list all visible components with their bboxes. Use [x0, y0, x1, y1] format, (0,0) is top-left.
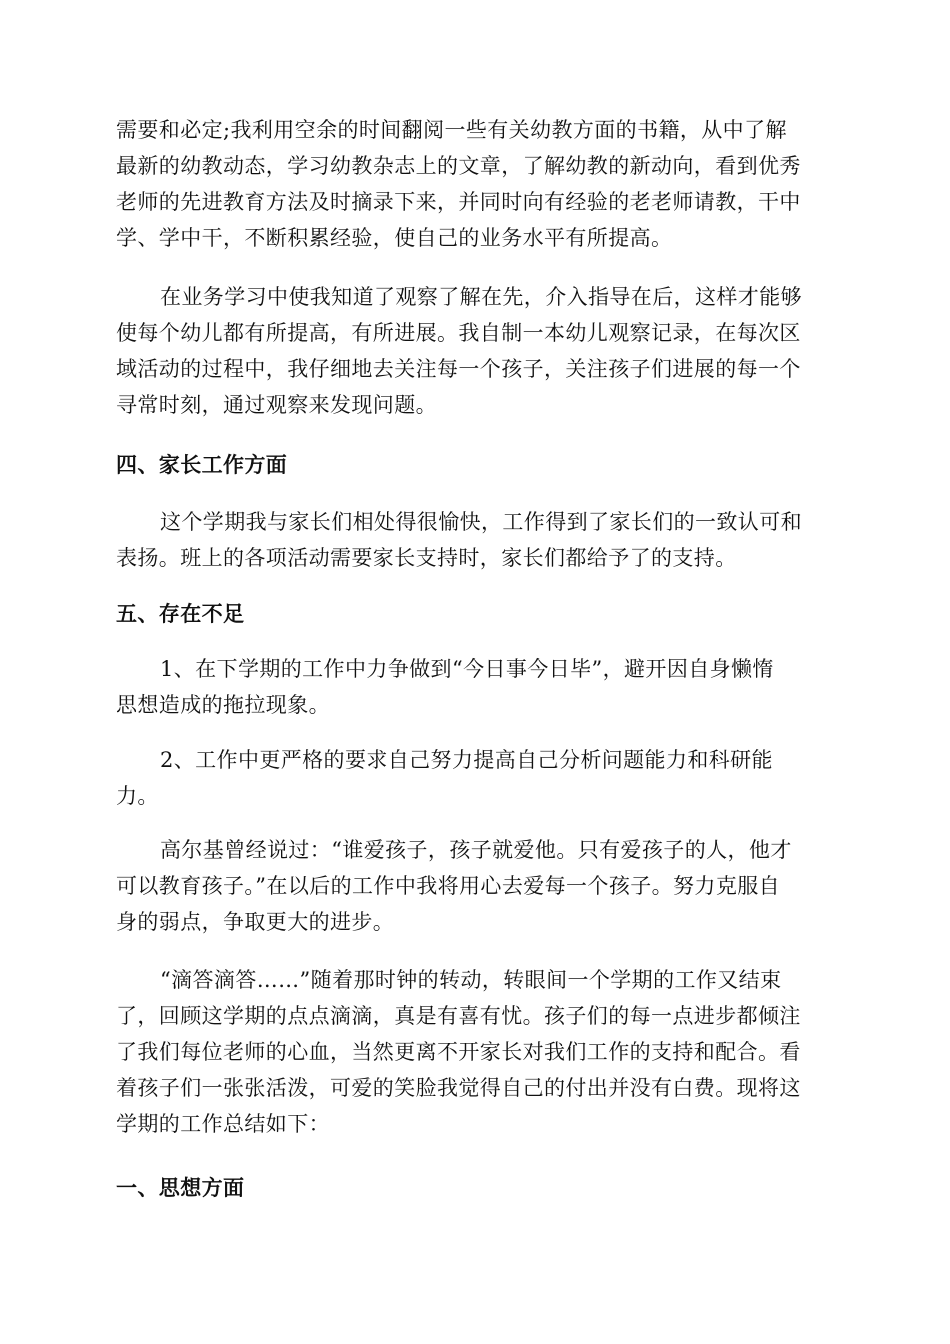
text-line: 力。	[116, 784, 159, 808]
text-line: 表扬。班上的各项活动需要家长支持时，家长们都给予了的支持。	[116, 546, 737, 570]
text-line: 了，回顾这学期的点点滴滴，真是有喜有忧。孩子们的每一点进步都倾注	[116, 1004, 801, 1028]
text-line: 身的弱点，争取更大的进步。	[116, 910, 395, 934]
text-line: 着孩子们一张张活泼，可爱的笑脸我觉得自己的付出并没有白费。现将这	[116, 1076, 801, 1100]
heading-text: 四、家长工作方面	[116, 452, 288, 477]
text-line: 1、在下学期的工作中力争做到“今日事今日毕”，避开因自身懒惰	[160, 657, 774, 681]
paragraph-parent-work	[116, 504, 834, 576]
paragraph-gorky-quote	[116, 832, 834, 940]
paragraph-shortcoming-1	[116, 651, 834, 723]
text-line: 学期的工作总结如下：	[116, 1112, 330, 1136]
text-line: 2、工作中更严格的要求自己努力提高自己分析问题能力和科研能	[160, 748, 773, 772]
text-line: 寻常时刻，通过观察来发现问题。	[116, 393, 437, 417]
text-line: 在业务学习中使我知道了观察了解在先，介入指导在后，这样才能够	[160, 285, 802, 309]
heading-text: 一、思想方面	[116, 1175, 245, 1200]
paragraph-professional-study-continued	[116, 112, 834, 256]
text-line: 最新的幼教动态，学习幼教杂志上的文章，了解幼教的新动向，看到优秀	[116, 154, 801, 178]
text-line: 这个学期我与家长们相处得很愉快，工作得到了家长们的一致认可和	[160, 510, 802, 534]
heading-text: 五、存在不足	[116, 601, 245, 626]
paragraph-observation	[116, 279, 834, 423]
text-line: 了我们每位老师的心血，当然更离不开家长对我们工作的支持和配合。看	[116, 1040, 801, 1064]
text-line: 思想造成的拖拉现象。	[116, 693, 330, 717]
section-heading-parent-work	[116, 447, 834, 483]
text-line: 学、学中干，不断积累经验，使自己的业务水平有所提高。	[116, 226, 673, 250]
text-line: 需要和必定;我利用空余的时间翻阅一些有关幼教方面的书籍，从中了解	[116, 118, 787, 142]
text-line: 可以教育孩子。”在以后的工作中我将用心去爱每一个孩子。努力克服自	[116, 874, 781, 898]
text-line: 域活动的过程中，我仔细地去关注每一个孩子，关注孩子们进展的每一个	[116, 357, 801, 381]
paragraph-semester-intro	[116, 962, 834, 1142]
text-line: “滴答滴答……”随着那时钟的转动，转眼间一个学期的工作又结束	[160, 968, 782, 992]
text-line: 老师的先进教育方法及时摘录下来，并同时向有经验的老老师请教，干中	[116, 190, 801, 214]
text-line: 使每个幼儿都有所提高，有所进展。我自制一本幼儿观察记录，在每次区	[116, 321, 801, 345]
paragraph-shortcoming-2	[116, 742, 834, 814]
section-heading-shortcomings	[116, 596, 834, 632]
text-line: 高尔基曾经说过：“谁爱孩子，孩子就爱他。只有爱孩子的人，他才	[160, 838, 792, 862]
section-heading-thinking	[116, 1170, 834, 1206]
